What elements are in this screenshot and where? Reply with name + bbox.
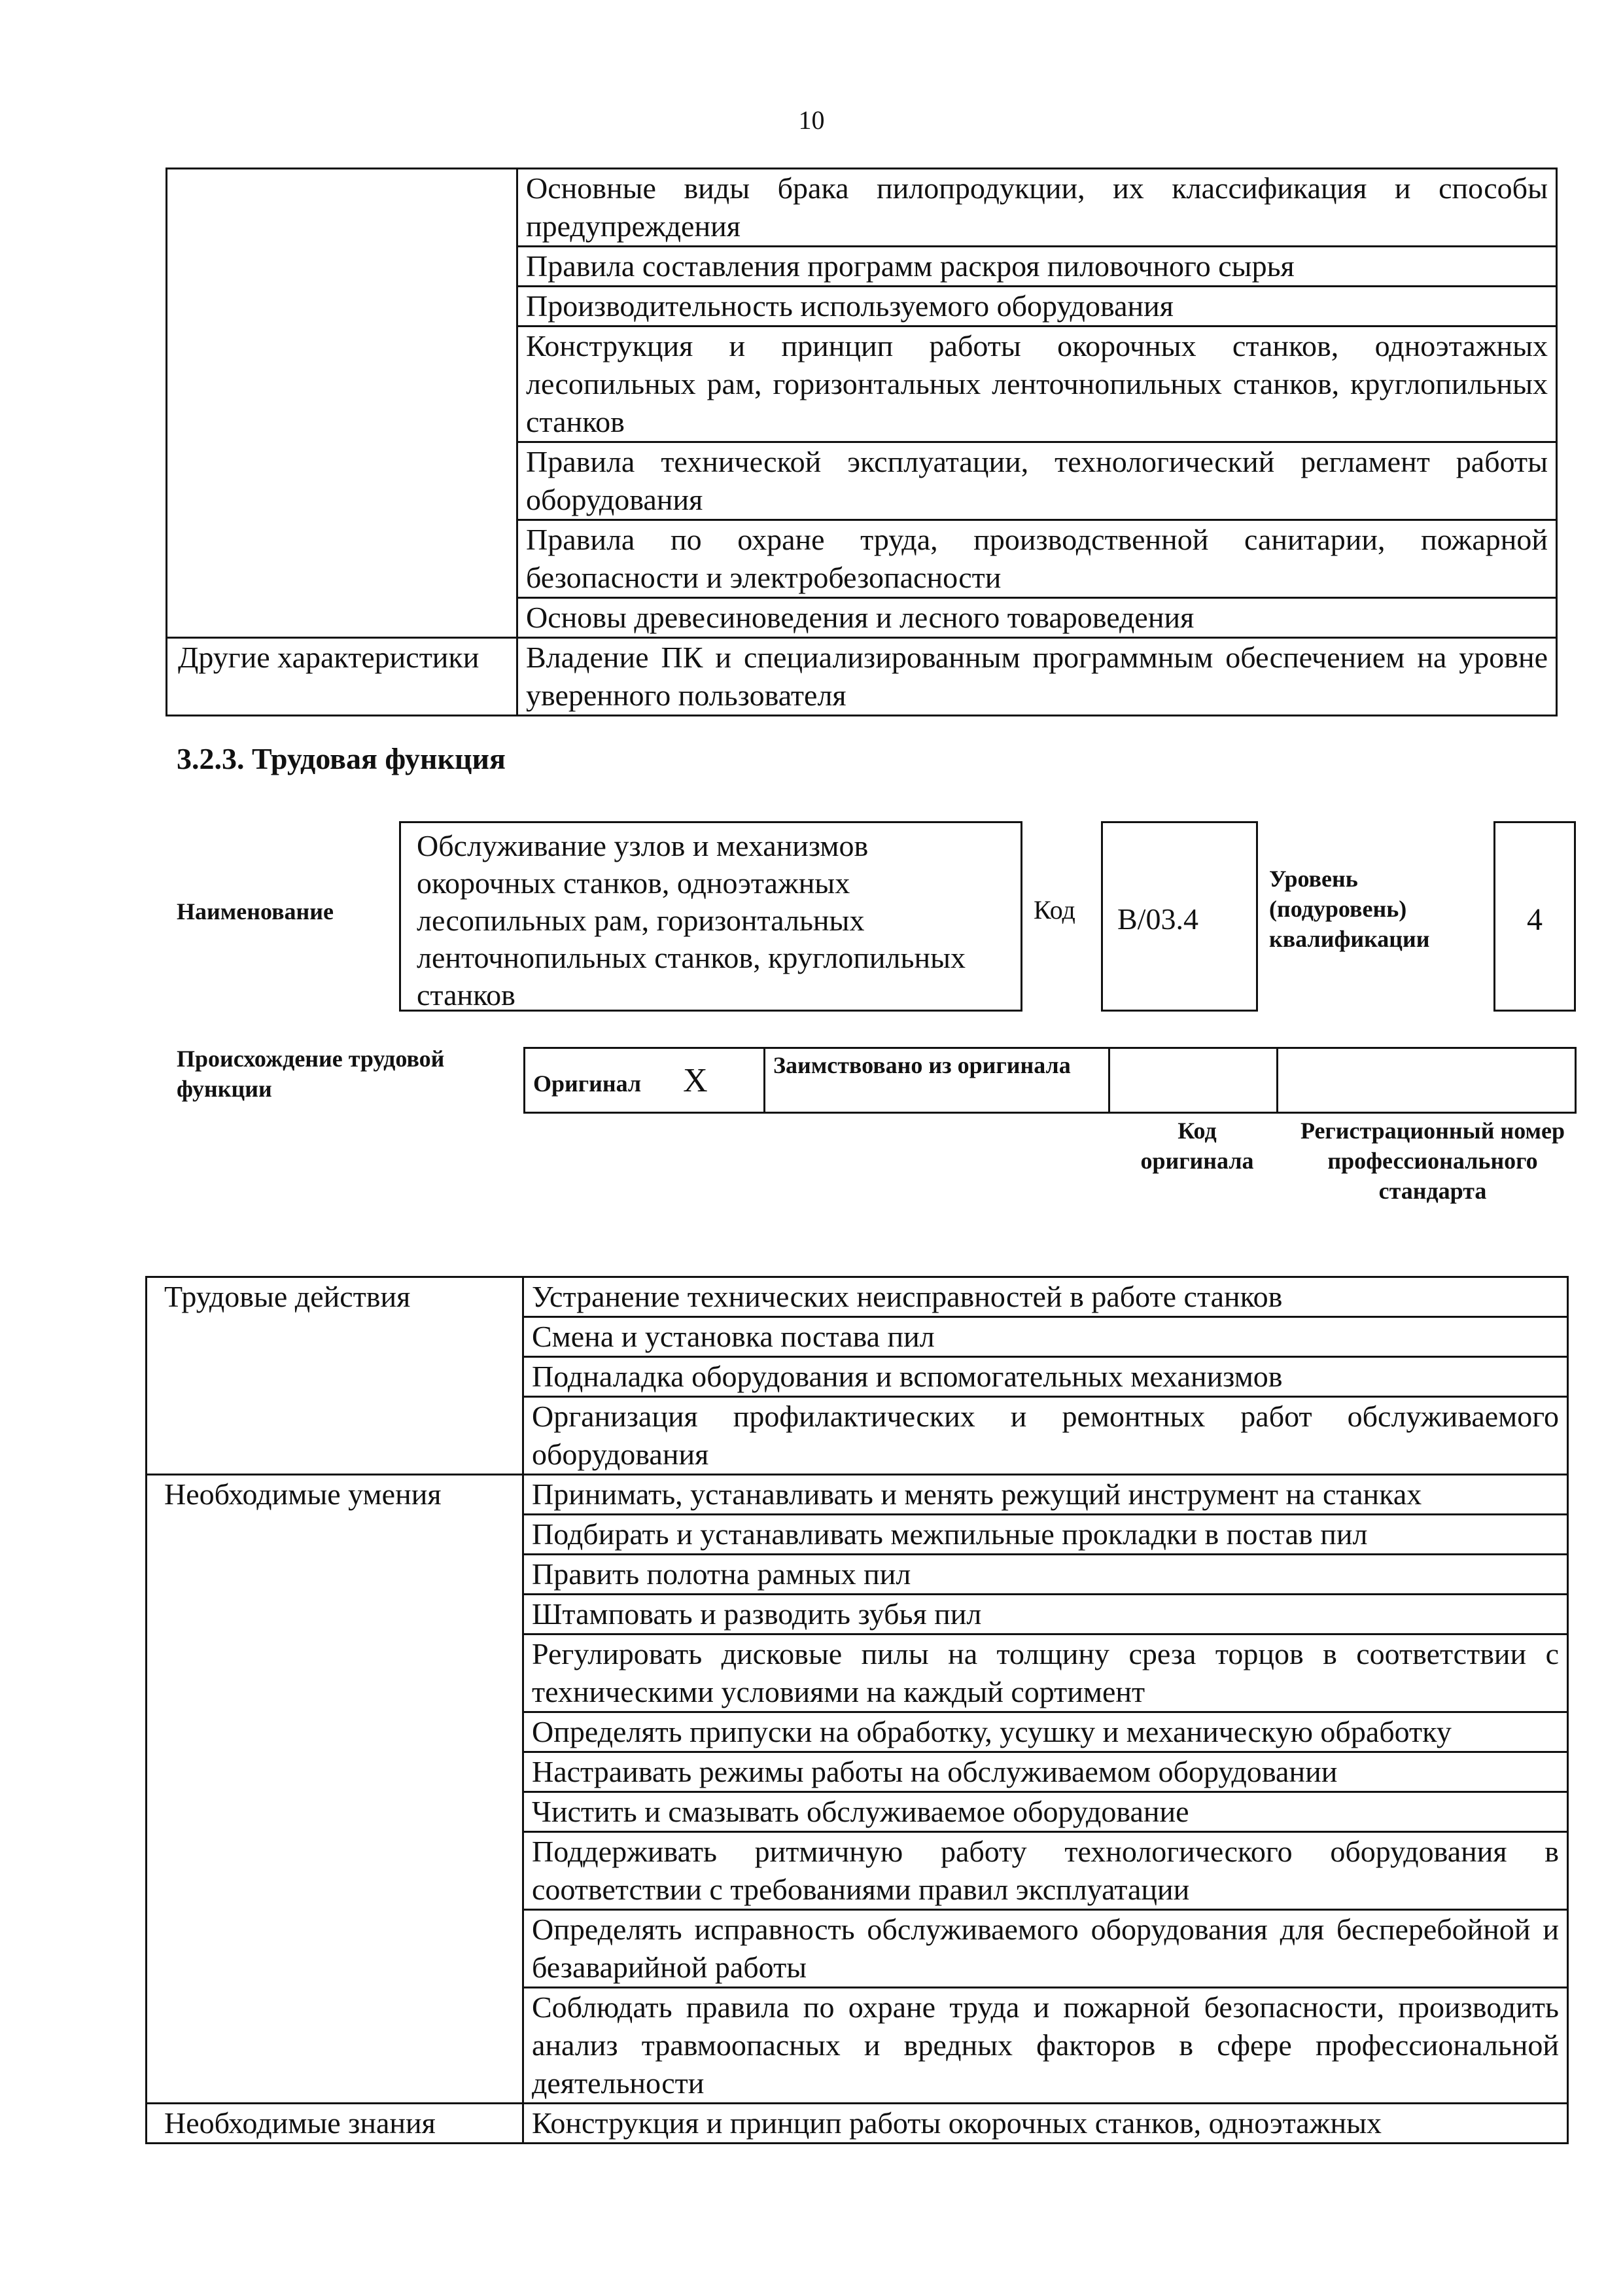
original-code-caption: Код оригинала xyxy=(1140,1118,1254,1174)
row-label: Трудовые действия xyxy=(147,1277,523,1475)
table-row xyxy=(147,1475,1568,1515)
table-cell: Поддерживать ритмичную работу технологического оборудования в соответствии с требованиями правил эксплуатации xyxy=(523,1832,1568,1910)
name-label: Наименование xyxy=(177,898,334,925)
original-mark: X xyxy=(683,1061,708,1099)
table-row xyxy=(167,638,1557,716)
reg-number-cell xyxy=(1278,1048,1576,1113)
table-cell: Устранение технических неисправностей в работе станков xyxy=(523,1277,1568,1317)
table-cell: Правила составления программ раскроя пиловочного сырья xyxy=(517,247,1557,287)
row-label: Другие характеристики xyxy=(167,638,517,716)
table-cell: Основы древесиноведения и лесного товароведения xyxy=(517,598,1557,638)
origin-table xyxy=(523,1047,1577,1114)
table-cell: Подналадка оборудования и вспомогательных механизмов xyxy=(523,1357,1568,1397)
original-code-cell xyxy=(1109,1048,1278,1113)
code-label: Код xyxy=(1034,895,1075,925)
table-cell: Регулировать дисковые пилы на толщину среза торцов в соответствии с техническими условиями на каждый сортимент xyxy=(523,1634,1568,1712)
table-row xyxy=(147,1277,1568,1317)
row-label: Необходимые знания xyxy=(147,2104,523,2144)
table-cell: Определять припуски на обработку, усушку и механическую обработку xyxy=(523,1712,1568,1752)
table-cell: Смена и установка постава пил xyxy=(523,1317,1568,1357)
borrowed-cell xyxy=(765,1048,1109,1113)
table-cell: Правила технической эксплуатации, технологический регламент работы оборудования xyxy=(517,442,1557,520)
table-cell: Принимать, устанавливать и менять режущий инструмент на станках xyxy=(523,1475,1568,1515)
table-cell: Организация профилактических и ремонтных работ обслуживаемого оборудования xyxy=(523,1397,1568,1475)
table-cell: Править полотна рамных пил xyxy=(523,1555,1568,1595)
function-name-box: Обслуживание узлов и механизмов окорочных станков, одноэтажных лесопильных рам, горизонтальных ленточнопильных станков, круглопильных станков xyxy=(399,821,1022,1012)
borrowed-label: Заимствовано из оригинала xyxy=(773,1052,1071,1078)
knowledge-table-continued xyxy=(166,168,1558,716)
table-cell: Конструкция и принцип работы окорочных станков, одноэтажных xyxy=(523,2104,1568,2144)
row-label xyxy=(167,169,517,638)
reg-number-caption: Регистрационный номер профессионального стандарта xyxy=(1300,1118,1565,1204)
labor-function-table xyxy=(145,1276,1569,2144)
row-label: Необходимые умения xyxy=(147,1475,523,2104)
table-cell: Правила по охране труда, производственной санитарии, пожарной безопасности и электробезопасности xyxy=(517,520,1557,598)
original-label: Оригинал xyxy=(533,1070,642,1097)
table-row xyxy=(167,169,1557,247)
table-cell: Производительность используемого оборудования xyxy=(517,287,1557,327)
table-cell: Чистить и смазывать обслуживаемое оборудование xyxy=(523,1792,1568,1832)
table-row xyxy=(147,2104,1568,2144)
table-cell: Подбирать и устанавливать межпильные прокладки в постав пил xyxy=(523,1515,1568,1555)
section-title: 3.2.3. Трудовая функция xyxy=(177,742,506,775)
origin-label: Происхождение трудовой функции xyxy=(177,1046,445,1102)
table-cell: Владение ПК и специализированным программным обеспечением на уровне уверенного пользователя xyxy=(517,638,1557,716)
table-cell: Основные виды брака пилопродукции, их классификация и способы предупреждения xyxy=(517,169,1557,247)
table-cell: Определять исправность обслуживаемого оборудования для бесперебойной и безаварийной работы xyxy=(523,1910,1568,1988)
page-number: 10 xyxy=(798,105,825,135)
table-cell: Настраивать режимы работы на обслуживаемом оборудовании xyxy=(523,1752,1568,1792)
table-cell: Штамповать и разводить зубья пил xyxy=(523,1595,1568,1634)
original-cell xyxy=(525,1048,765,1113)
table-cell: Конструкция и принцип работы окорочных станков, одноэтажных лесопильных рам, горизонтальных ленточнопильных станков, круглопильных станков xyxy=(517,327,1557,442)
level-label: Уровень (подуровень) квалификации xyxy=(1269,866,1430,952)
code-value-box: B/03.4 xyxy=(1101,821,1258,1012)
table-cell: Соблюдать правила по охране труда и пожарной безопасности, производить анализ травмоопасных и вредных факторов в сфере профессиональной деятельности xyxy=(523,1988,1568,2104)
level-value-box: 4 xyxy=(1493,821,1576,1012)
